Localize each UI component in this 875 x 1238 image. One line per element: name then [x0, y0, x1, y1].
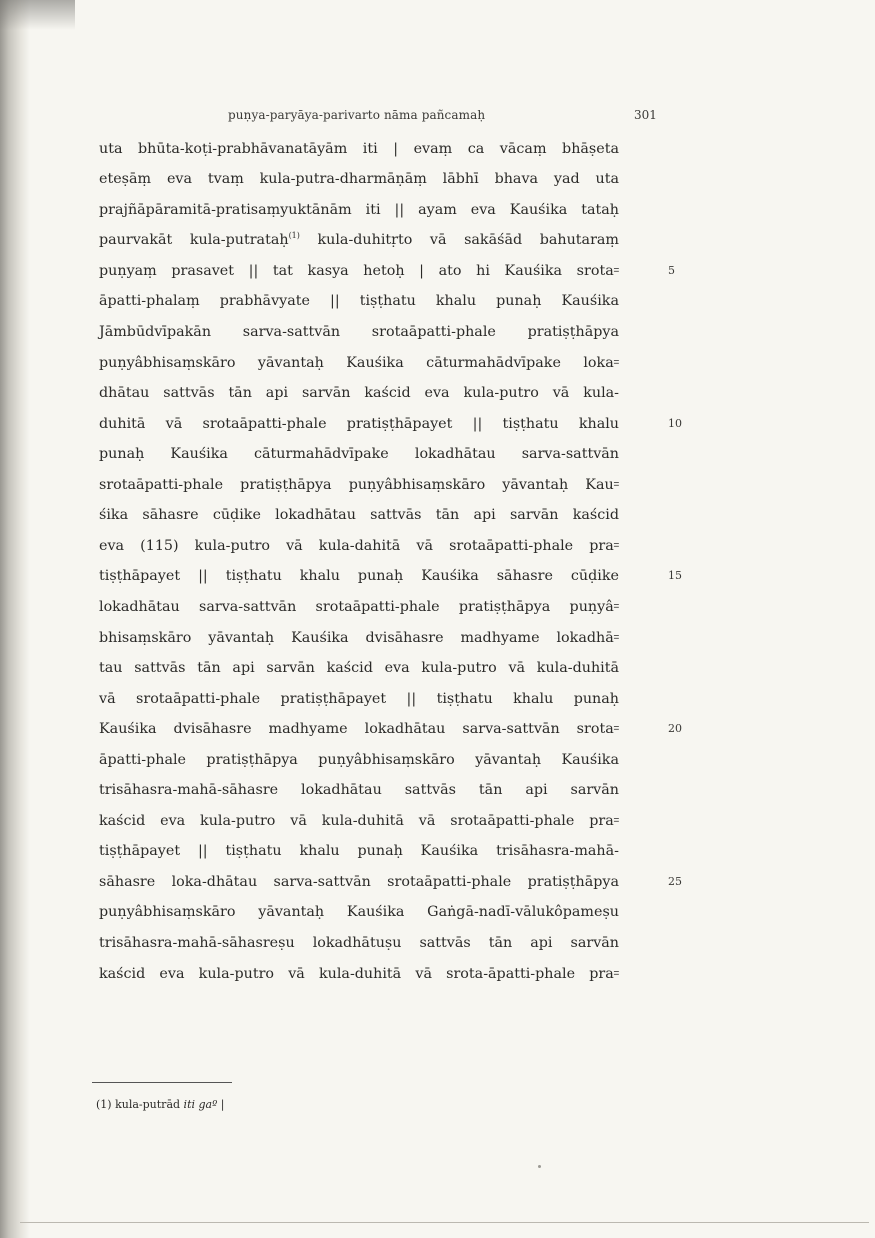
text-line-part: paurvakāt kula-putrataḥ$^{(1)}$ kula-duhitṛto vā sakāśād bahutaraṃ	[99, 231, 619, 248]
text-line: sāhasre loka-dhātau sarva-sattvān srotaāpatti-phale pratiṣṭhāpya	[99, 874, 619, 890]
footnote-ref-marker: (1)	[288, 231, 300, 241]
paper-speck	[538, 1165, 541, 1168]
text-line: trisāhasra-mahā-sāhasre lokadhātau sattvās tān api sarvān	[99, 782, 619, 798]
text-line	[99, 228, 619, 252]
scan-edge-line	[20, 1222, 869, 1223]
footnote-text: kula-putrād	[115, 1098, 181, 1111]
text-line: kaścid eva kula-putro vā kula-duhitā vā srota-āpatti-phale pra꞊	[99, 966, 619, 982]
line-number: 5	[668, 264, 675, 277]
line-number: 25	[668, 875, 682, 888]
text-line: prajñāpāramitā-pratisaṃyuktānām iti || ayam eva Kauśika tataḥ	[99, 202, 619, 218]
line-number: 10	[668, 417, 682, 430]
line-number: 20	[668, 722, 682, 735]
text-line: eteṣāṃ eva tvaṃ kula-putra-dharmāṇāṃ lābhī bhava yad uta	[99, 171, 619, 187]
text-line: puṇyâbhisaṃskāro yāvantaḥ Kauśika Gaṅgā-nadī-vālukôpameṣu	[99, 904, 619, 920]
text-line: puṇyaṃ prasavet || tat kasya hetoḥ | ato hi Kauśika srota꞊	[99, 263, 619, 279]
text-line: Jāmbūdvīpakān sarva-sattvān srotaāpatti-phale pratiṣṭhāpya	[99, 324, 619, 340]
binding-shadow	[0, 0, 30, 1238]
corner-shade	[0, 0, 75, 30]
text-line: āpatti-phale pratiṣṭhāpya puṇyâbhisaṃskāro yāvantaḥ Kauśika	[99, 752, 619, 768]
text-line: tau sattvās tān api sarvān kaścid eva kula-putro vā kula-duhitā	[99, 660, 619, 676]
text-line: lokadhātau sarva-sattvān srotaāpatti-phale pratiṣṭhāpya puṇyâ꞊	[99, 599, 619, 615]
footnote	[96, 1098, 224, 1111]
footnote-rule	[92, 1082, 232, 1083]
text-line: srotaāpatti-phale pratiṣṭhāpya puṇyâbhisaṃskāro yāvantaḥ Kau꞊	[99, 477, 619, 493]
page-number: 301	[634, 108, 657, 122]
text-line: puṇyâbhisaṃskāro yāvantaḥ Kauśika cāturmahādvīpake loka꞊	[99, 355, 619, 371]
text-line: tiṣṭhāpayet || tiṣṭhatu khalu punaḥ Kauśika sāhasre cūḍike	[99, 568, 619, 584]
text-line: Kauśika dvisāhasre madhyame lokadhātau sarva-sattvān srota꞊	[99, 721, 619, 737]
text-line: śika sāhasre cūḍike lokadhātau sattvās tān api sarvān kaścid	[99, 507, 619, 523]
text-line: tiṣṭhāpayet || tiṣṭhatu khalu punaḥ Kauśika trisāhasra-mahā-	[99, 843, 619, 859]
footnote-note: iti gaº |	[183, 1098, 225, 1111]
text-line: duhitā vā srotaāpatti-phale pratiṣṭhāpayet || tiṣṭhatu khalu	[99, 416, 619, 432]
text-line: trisāhasra-mahā-sāhasreṣu lokadhātuṣu sattvās tān api sarvān	[99, 935, 619, 951]
text-line: uta bhūta-koṭi-prabhāvanatāyām iti | evaṃ ca vācaṃ bhāṣeta	[99, 141, 619, 157]
text-line: vā srotaāpatti-phale pratiṣṭhāpayet || tiṣṭhatu khalu punaḥ	[99, 691, 619, 707]
text-line: dhātau sattvās tān api sarvān kaścid eva kula-putro vā kula-	[99, 385, 619, 401]
footnote-marker: (1)	[96, 1098, 112, 1111]
text-line: kaścid eva kula-putro vā kula-duhitā vā srotaāpatti-phale pra꞊	[99, 813, 619, 829]
text-line: bhisaṃskāro yāvantaḥ Kauśika dvisāhasre madhyame lokadhā꞊	[99, 630, 619, 646]
line-number: 15	[668, 569, 682, 582]
text-line: punaḥ Kauśika cāturmahādvīpake lokadhātau sarva-sattvān	[99, 446, 619, 462]
running-head: puṇya-paryāya-parivarto nāma pañcamaḥ	[228, 108, 486, 122]
text-line: eva (115) kula-putro vā kula-dahitā vā srotaāpatti-phale pra꞊	[99, 538, 619, 554]
text-line: āpatti-phalaṃ prabhāvyate || tiṣṭhatu khalu punaḥ Kauśika	[99, 293, 619, 309]
